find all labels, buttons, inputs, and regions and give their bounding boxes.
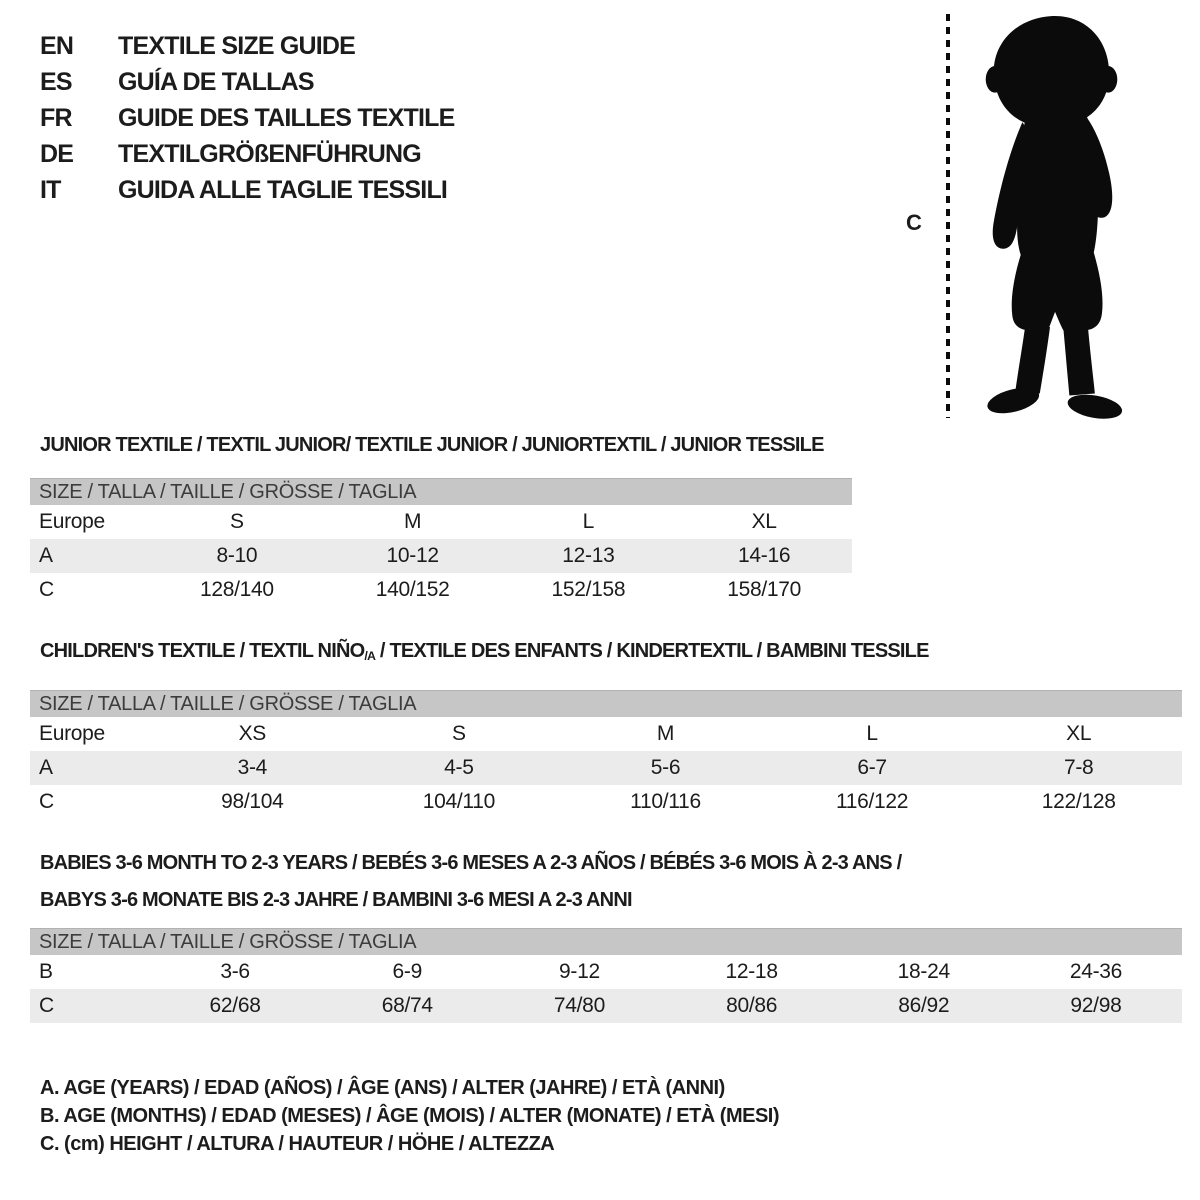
table-cell: 152/158 <box>551 578 626 601</box>
table-cell: 98/104 <box>221 790 284 813</box>
legend-line-c: C. (cm) HEIGHT / ALTURA / HAUTEUR / HÖHE / ALTEZZA <box>40 1133 555 1155</box>
table-row <box>30 785 1182 819</box>
row-label: Europe <box>39 722 105 745</box>
row-label: B <box>39 960 53 983</box>
table-cell: 116/122 <box>835 790 909 813</box>
table-row <box>30 573 852 607</box>
table-cell: 6-9 <box>392 960 422 983</box>
children-title-subscript: /A <box>364 649 376 664</box>
lang-title: GUÍA DE TALLAS <box>118 67 314 96</box>
size-table-header: SIZE / TALLA / TAILLE / GRÖSSE / TAGLIA <box>30 690 1182 717</box>
table-cell: L <box>866 722 878 745</box>
lang-row-fr <box>40 100 455 136</box>
table-cell: 92/98 <box>1070 994 1122 1017</box>
height-measure-label: C <box>906 210 922 235</box>
table-cell: 74/80 <box>553 994 605 1017</box>
lang-row-it <box>40 172 455 208</box>
table-cell: M <box>656 722 675 745</box>
lang-row-es <box>40 64 455 100</box>
babies-section <box>30 845 1182 1017</box>
babies-size-table <box>30 928 1182 1023</box>
table-cell: 86/92 <box>898 994 950 1017</box>
table-cell: 10-12 <box>386 544 439 567</box>
junior-size-table <box>30 478 852 607</box>
table-cell: XL <box>1066 722 1092 745</box>
table-cell: 5-6 <box>650 756 681 779</box>
legend-line-a: A. AGE (YEARS) / EDAD (AÑOS) / ÂGE (ANS) / ALTER (JAHRE) / ETÀ (ANNI) <box>40 1077 725 1099</box>
table-cell: 4-5 <box>444 756 474 779</box>
table-row <box>30 717 1182 751</box>
table-cell: S <box>452 722 466 745</box>
table-cell: 122/128 <box>1041 790 1116 813</box>
size-table-header: SIZE / TALLA / TAILLE / GRÖSSE / TAGLIA <box>30 478 852 505</box>
baby-silhouette <box>962 12 1140 420</box>
legend-line-b: B. AGE (MONTHS) / EDAD (MESES) / ÂGE (MOIS) / ALTER (MONATE) / ETÀ (MESI) <box>40 1105 780 1127</box>
row-label: A <box>39 756 53 779</box>
table-cell: M <box>404 510 422 533</box>
table-cell: 104/110 <box>422 790 496 813</box>
lang-title: TEXTILE SIZE GUIDE <box>118 31 356 60</box>
table-cell: L <box>582 510 595 533</box>
lang-code: EN <box>40 31 74 60</box>
table-cell: 6-7 <box>857 756 887 779</box>
children-section <box>30 640 1182 813</box>
row-label: C <box>39 790 54 813</box>
table-cell: 12-13 <box>562 544 615 567</box>
lang-code: FR <box>40 103 72 132</box>
lang-title: TEXTILGRÖßENFÜHRUNG <box>118 139 421 168</box>
table-cell: 110/116 <box>630 790 701 813</box>
lang-title: GUIDA ALLE TAGLIE TESSILI <box>118 175 448 204</box>
lang-row-en <box>40 28 455 64</box>
junior-section-title: JUNIOR TEXTILE / TEXTIL JUNIOR/ TEXTILE JUNIOR / JUNIORTEXTIL / JUNIOR TESSILE <box>40 434 824 456</box>
row-label: Europe <box>39 510 105 533</box>
size-table-header: SIZE / TALLA / TAILLE / GRÖSSE / TAGLIA <box>30 928 1182 955</box>
table-cell: 8-10 <box>216 544 258 567</box>
language-header <box>40 28 455 208</box>
table-cell: 62/68 <box>209 994 261 1017</box>
children-section-title <box>40 640 1182 667</box>
legend <box>40 1074 779 1158</box>
babies-section-title-line2: BABYS 3-6 MONATE BIS 2-3 JAHRE / BAMBINI 3-6 MESI A 2-3 ANNI <box>40 889 632 911</box>
table-cell: 158/170 <box>727 578 802 601</box>
table-row <box>30 505 852 539</box>
table-cell: 12-18 <box>725 960 778 983</box>
table-cell: 3-6 <box>220 960 250 983</box>
table-cell: 7-8 <box>1063 756 1094 779</box>
table-cell: 3-4 <box>237 756 268 779</box>
height-measure-dashed-line <box>946 14 950 418</box>
children-title-prefix: CHILDREN'S TEXTILE / TEXTIL NIÑO <box>40 640 365 662</box>
lang-title: GUIDE DES TAILLES TEXTILE <box>118 103 455 132</box>
children-size-table <box>30 690 1182 819</box>
children-title-suffix: / TEXTILE DES ENFANTS / KINDERTEXTIL / BAMBINI TESSILE <box>375 640 929 662</box>
table-cell: 9-12 <box>559 960 600 983</box>
table-row <box>30 955 1182 989</box>
table-cell: 24-36 <box>1069 960 1123 983</box>
babies-section-title-line1: BABIES 3-6 MONTH TO 2-3 YEARS / BEBÉS 3-6 MESES A 2-3 AÑOS / BÉBÉS 3-6 MOIS À 2-3 ANS / <box>40 852 902 874</box>
lang-row-de <box>40 136 455 172</box>
junior-section <box>30 434 852 601</box>
table-row <box>30 751 1182 785</box>
row-label: C <box>39 994 54 1017</box>
row-label: C <box>39 578 54 601</box>
lang-code: DE <box>40 139 74 168</box>
table-row <box>30 539 852 573</box>
table-cell: XS <box>238 722 266 745</box>
table-cell: 140/152 <box>375 578 450 601</box>
table-cell: 80/86 <box>726 994 778 1017</box>
table-cell: XL <box>751 510 777 533</box>
table-cell: 18-24 <box>897 960 950 983</box>
table-cell: 14-16 <box>738 544 791 567</box>
table-cell: 128/140 <box>199 578 274 601</box>
table-cell: S <box>230 510 244 533</box>
table-row <box>30 989 1182 1023</box>
lang-code: IT <box>40 175 61 204</box>
table-cell: 68/74 <box>381 994 433 1017</box>
row-label: A <box>39 544 53 567</box>
lang-code: ES <box>40 67 72 96</box>
